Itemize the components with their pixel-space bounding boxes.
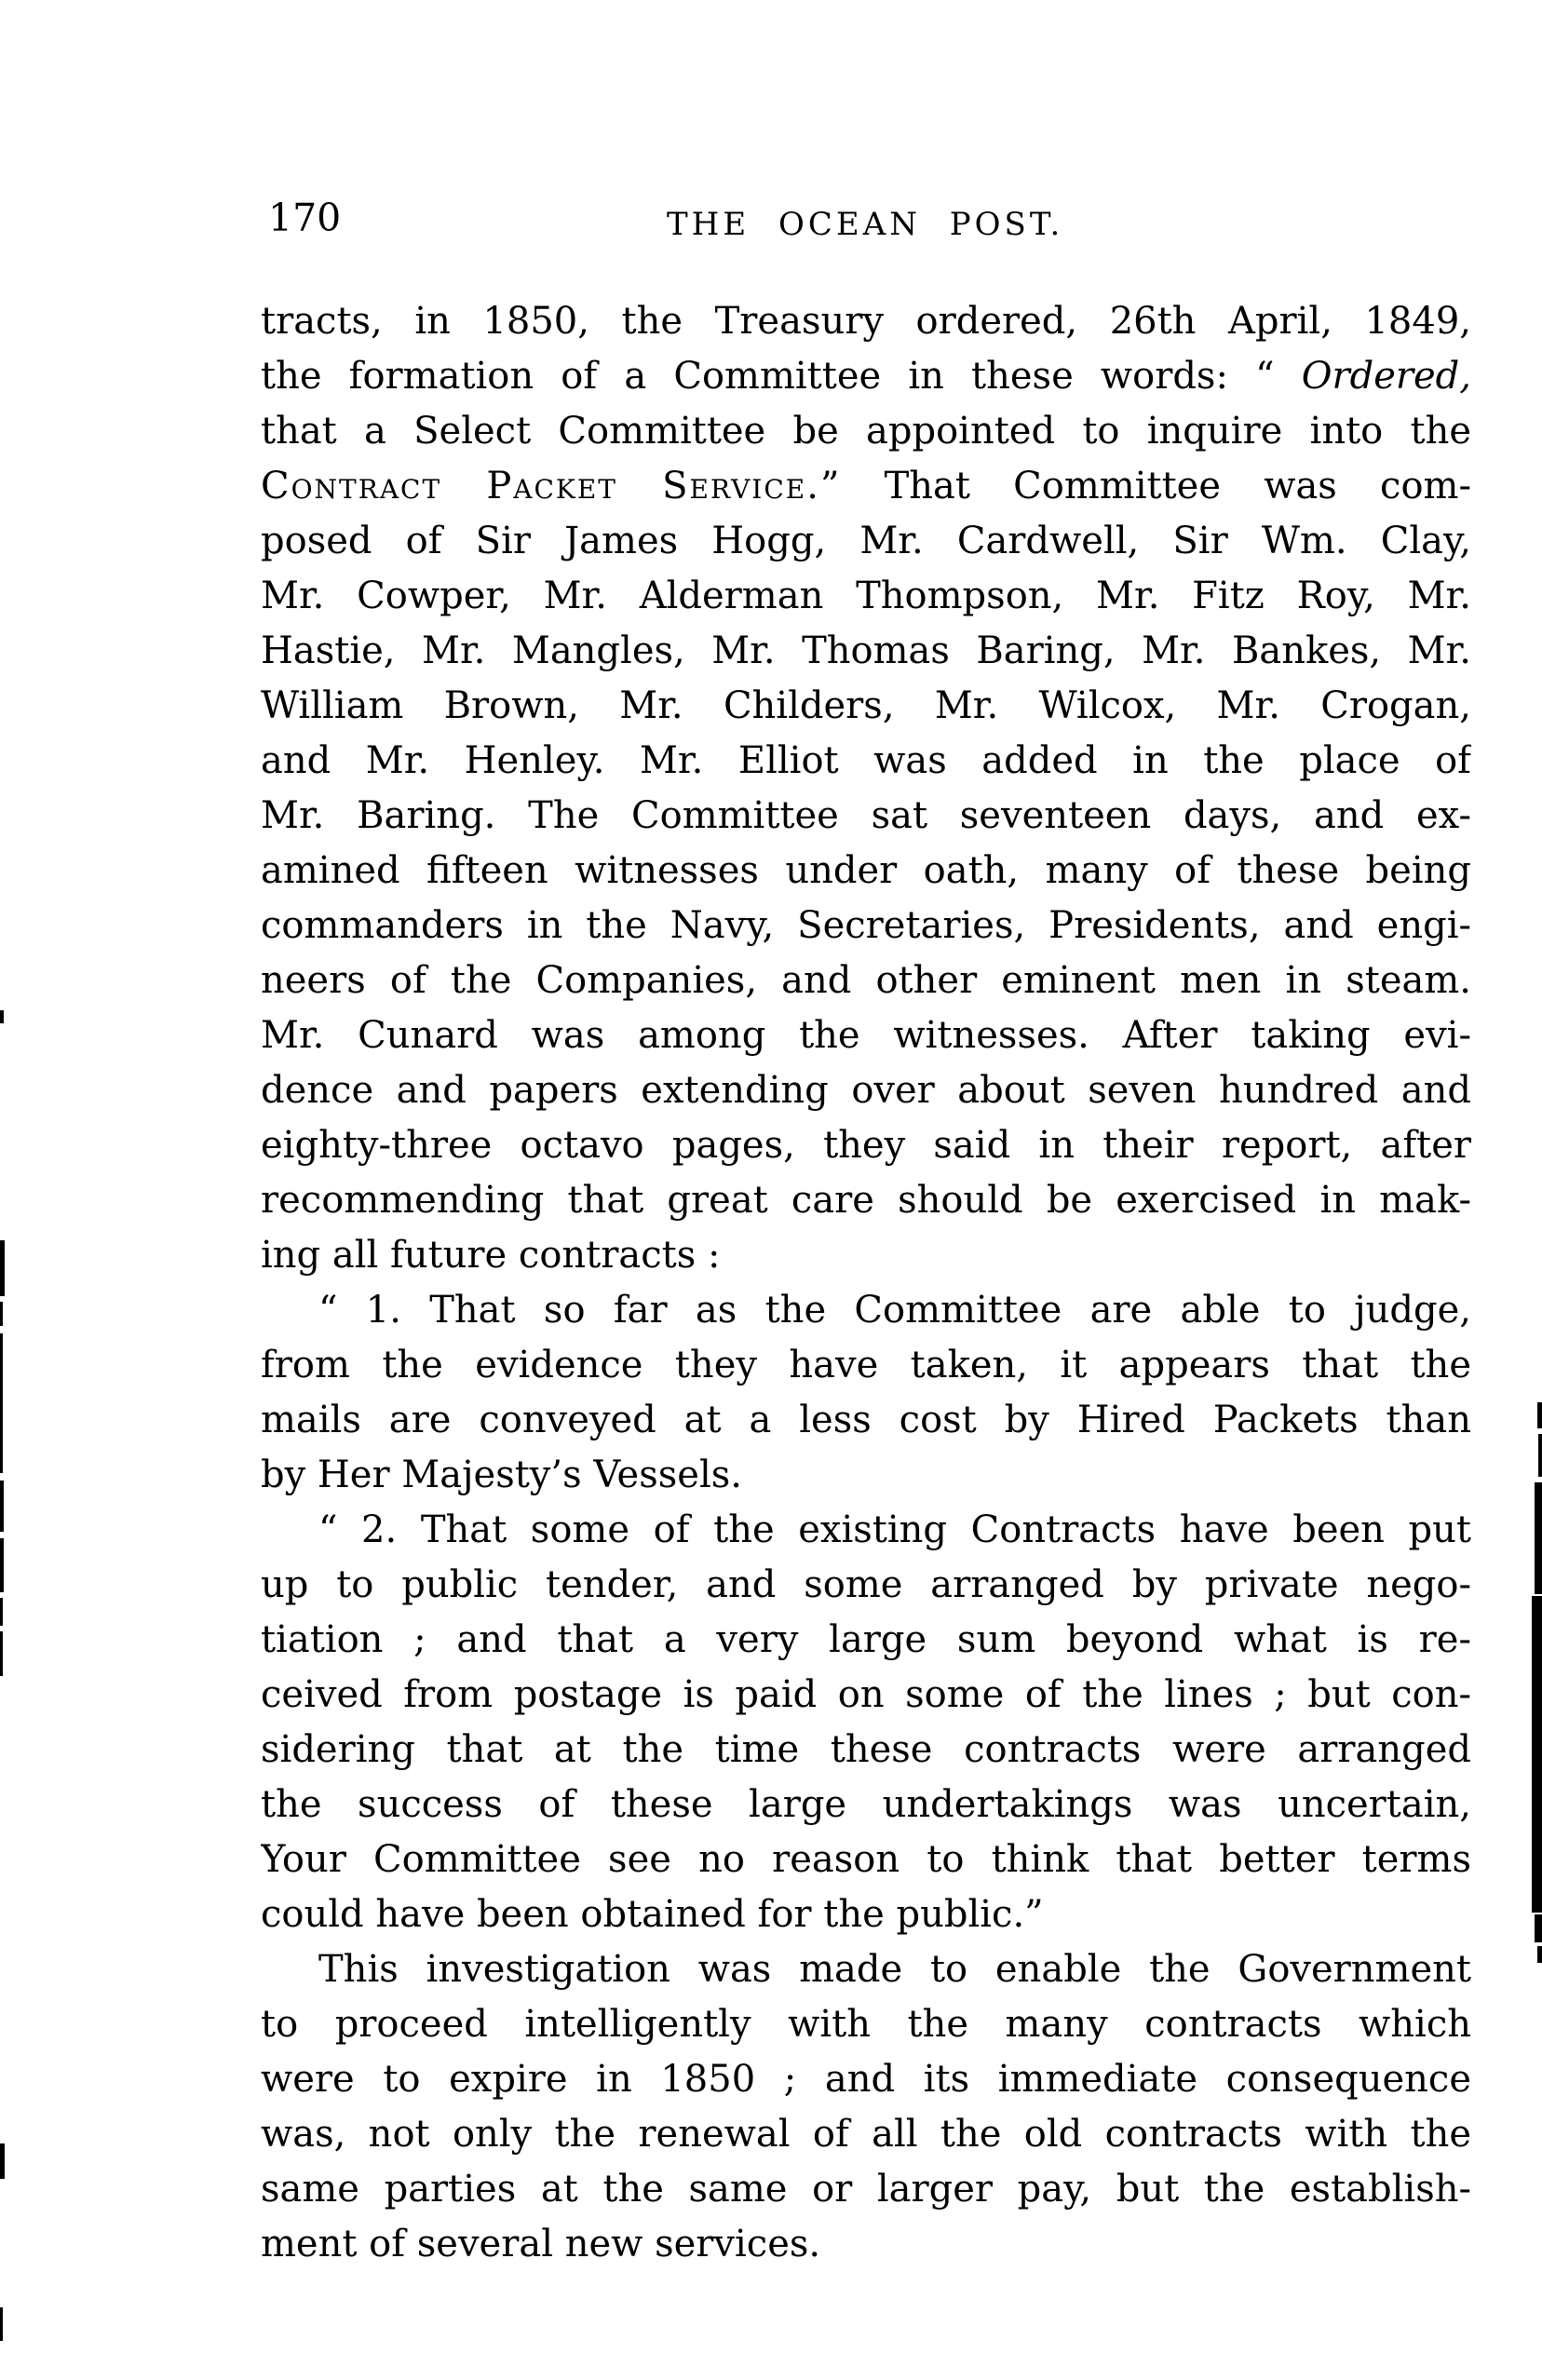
text-line (261, 2162, 1471, 2217)
scan-ink-mark (0, 1631, 3, 1676)
scan-ink-mark (0, 1598, 3, 1626)
text-segment: and Mr. Henley. Mr. Elliot was added in the place of (261, 739, 1471, 782)
scan-ink-mark (0, 1333, 3, 1473)
text-segment: This investigation was made to enable the Government (318, 1948, 1471, 1991)
text-line (261, 1832, 1471, 1887)
text-line (261, 1558, 1471, 1613)
text-line (261, 459, 1471, 514)
text-line (261, 1503, 1471, 1558)
text-line (261, 1393, 1471, 1448)
text-segment: ment of several new services. (261, 2223, 821, 2265)
text-segment: Mr. Baring. The Committee sat seventeen days, and ex- (261, 794, 1471, 837)
text-line (261, 2052, 1471, 2107)
text-segment-smallcaps: Contract Packet Service.” (261, 465, 842, 507)
text-line (261, 679, 1471, 734)
text-segment: amined fifteen witnesses under oath, many of these being (261, 849, 1471, 892)
scan-ink-mark (0, 1481, 4, 1532)
text-segment: recommending that great care should be exercised in mak- (261, 1179, 1471, 1222)
text-segment: neers of the Companies, and other eminent men in steam. (261, 959, 1471, 1002)
text-segment: Mr. Cunard was among the witnesses. After taking evi- (261, 1014, 1471, 1057)
text-line (261, 2217, 1471, 2272)
running-title: THE OCEAN POST. (667, 206, 1064, 243)
text-segment: William Brown, Mr. Childers, Mr. Wilcox, Mr. Crogan, (261, 684, 1471, 727)
text-line (261, 789, 1471, 844)
text-line (261, 899, 1471, 953)
text-segment: was, not only the renewal of all the old contracts with the (261, 2113, 1471, 2156)
scan-ink-mark (1537, 1402, 1542, 1428)
scan-ink-mark (0, 1010, 4, 1023)
text-segment: could have been obtained for the public.” (261, 1893, 1044, 1936)
text-segment: Hastie, Mr. Mangles, Mr. Thomas Baring, Mr. Bankes, Mr. (261, 629, 1471, 672)
scan-ink-mark (1532, 1596, 1542, 1913)
text-segment: sidering that at the time these contracts were arranged (261, 1728, 1471, 1771)
text-line (261, 1173, 1471, 1228)
text-segment: posed of Sir James Hogg, Mr. Cardwell, Sir Wm. Clay, (261, 520, 1471, 562)
scan-ink-mark (0, 1240, 5, 1296)
scan-ink-mark (0, 1302, 3, 1326)
text-line (261, 1338, 1471, 1393)
text-segment: that a Select Committee be appointed to inquire into the (261, 410, 1471, 453)
text-line (261, 294, 1471, 349)
scan-ink-mark (0, 2307, 3, 2341)
scan-ink-mark (0, 1538, 4, 1592)
text-segment: Mr. Cowper, Mr. Alderman Thompson, Mr. Fitz Roy, Mr. (261, 575, 1471, 617)
text-line (261, 404, 1471, 459)
text-segment: dence and papers extending over about seven hundred and (261, 1069, 1471, 1112)
text-line (261, 1228, 1471, 1283)
text-line (261, 1448, 1471, 1503)
text-segment: to proceed intelligently with the many contracts which (261, 2003, 1471, 2046)
scan-ink-mark (1535, 1914, 1542, 1942)
text-line (261, 1118, 1471, 1173)
scan-ink-mark (1535, 1482, 1542, 1594)
text-line (261, 1283, 1471, 1338)
text-segment: same parties at the same or larger pay, but the establish- (261, 2168, 1471, 2211)
text-line (261, 844, 1471, 899)
text-segment: the success of these large undertakings was uncertain, (261, 1783, 1471, 1826)
text-segment: ing all future contracts : (261, 1234, 721, 1277)
text-segment: tracts, in 1850, the Treasury ordered, 26th April, 1849, (261, 300, 1471, 343)
text-segment: were to expire in 1850 ; and its immediate consequence (261, 2058, 1471, 2101)
text-line (261, 1668, 1471, 1723)
text-segment: mails are conveyed at a less cost by Hired Packets than (261, 1399, 1471, 1441)
text-line (261, 514, 1471, 569)
text-line (261, 1942, 1471, 1997)
text-line (261, 569, 1471, 624)
text-segment: by Her Majesty’s Vessels. (261, 1454, 742, 1496)
text-line (261, 953, 1471, 1008)
text-line (261, 1008, 1471, 1063)
scan-ink-mark (0, 2143, 5, 2179)
scan-ink-mark (1538, 1434, 1542, 1477)
text-segment: the formation of a Committee in these words: “ (261, 355, 1302, 398)
text-line (261, 1778, 1471, 1832)
text-segment: That Committee was com- (841, 465, 1471, 507)
text-segment: “ 1. That so far as the Committee are able to judge, (318, 1289, 1471, 1332)
text-segment: from the evidence they have taken, it appears that the (261, 1344, 1471, 1386)
text-line (261, 1613, 1471, 1668)
text-line (261, 2107, 1471, 2162)
page-text (261, 294, 1471, 2272)
text-line (261, 1723, 1471, 1778)
text-line (261, 349, 1471, 404)
text-segment: Your Committee see no reason to think that better terms (261, 1838, 1471, 1881)
text-segment: commanders in the Navy, Secretaries, Presidents, and engi- (261, 904, 1471, 947)
text-line (261, 734, 1471, 789)
text-segment: tiation ; and that a very large sum beyond what is re- (261, 1618, 1471, 1661)
scan-ink-mark (1537, 1946, 1542, 1963)
text-line (261, 1063, 1471, 1118)
text-line (261, 1887, 1471, 1942)
text-segment: up to public tender, and some arranged by private nego- (261, 1563, 1471, 1606)
text-segment: eighty-three octavo pages, they said in their report, after (261, 1124, 1471, 1167)
text-line (261, 624, 1471, 679)
text-segment: “ 2. That some of the existing Contracts have been put (318, 1508, 1471, 1551)
text-line (261, 1997, 1471, 2052)
text-segment: ceived from postage is paid on some of the lines ; but con- (261, 1673, 1471, 1716)
text-segment-italic: Ordered, (1301, 355, 1471, 398)
page-number: 170 (268, 196, 342, 240)
